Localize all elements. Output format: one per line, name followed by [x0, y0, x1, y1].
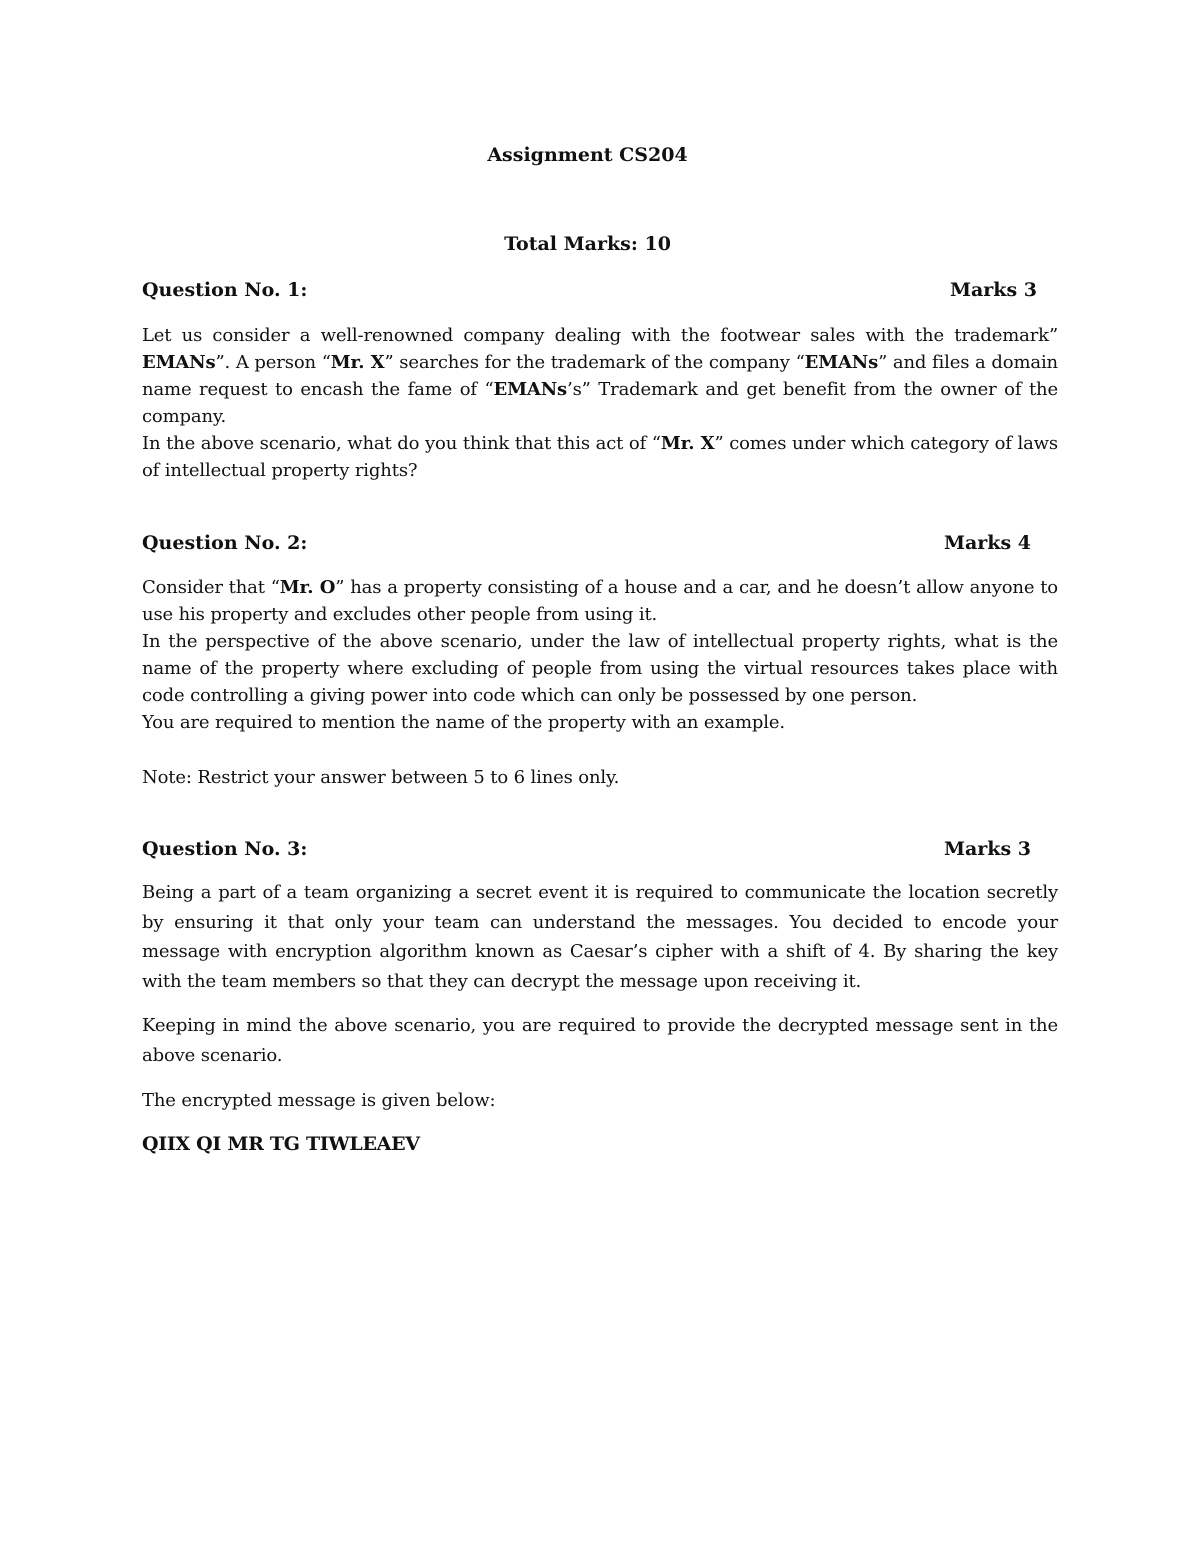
question-2-marks: Marks 4	[943, 532, 1031, 554]
question-2-note: Note: Restrict your answer between 5 to 6 lines only.	[142, 767, 620, 788]
question-2-paragraph-2: In the perspective of the above scenario, under the law of intellectual property rights, what is the name of the property where excluding of people from using the virtual resources takes place with code controlling a giving power into code which can only be possessed by one person.	[142, 631, 1058, 706]
question-3-paragraph-3: The encrypted message is given below:	[142, 1090, 496, 1111]
question-3-label: Question No. 3:	[142, 838, 308, 860]
question-1-marks: Marks 3	[949, 279, 1037, 301]
document-title: Assignment CS204	[487, 144, 688, 166]
question-2-header	[142, 532, 1031, 554]
question-3-paragraph-1: Being a part of a team organizing a secret event it is required to communicate the location secretly by ensuring it that only your team can understand the messages. You decided to encode your message with encryption algorithm known as Caesar’s cipher with a shift of 4. By sharing the key with the team members so that they can decrypt the message upon receiving it.	[142, 882, 1058, 992]
question-3-marks: Marks 3	[943, 838, 1031, 860]
question-1-paragraph-1: Let us consider a well-renowned company dealing with the footwear sales with the trademark” EMANs”. A person “Mr. X” searches for the trademark of the company “EMANs” and files a domain name request to encash the fame of “EMANs’s” Trademark and get benefit from the owner of the company.	[142, 325, 1058, 427]
question-1-label: Question No. 1:	[142, 279, 308, 301]
question-3-header	[142, 838, 1031, 860]
question-1-paragraph-2: In the above scenario, what do you think that this act of “Mr. X” comes under which category of laws of intellectual property rights?	[142, 433, 1058, 481]
question-2-paragraph-1: Consider that “Mr. O” has a property consisting of a house and a car, and he doesn’t allow anyone to use his property and excludes other people from using it.	[142, 577, 1058, 625]
question-2-label: Question No. 2:	[142, 532, 308, 554]
question-1-header	[142, 279, 1037, 301]
encrypted-message: QIIX QI MR TG TIWLEAEV	[142, 1133, 420, 1155]
question-3-paragraph-2: Keeping in mind the above scenario, you are required to provide the decrypted message sent in the above scenario.	[142, 1015, 1058, 1066]
question-2-paragraph-3: You are required to mention the name of the property with an example.	[142, 712, 785, 733]
total-marks: Total Marks: 10	[504, 233, 671, 255]
